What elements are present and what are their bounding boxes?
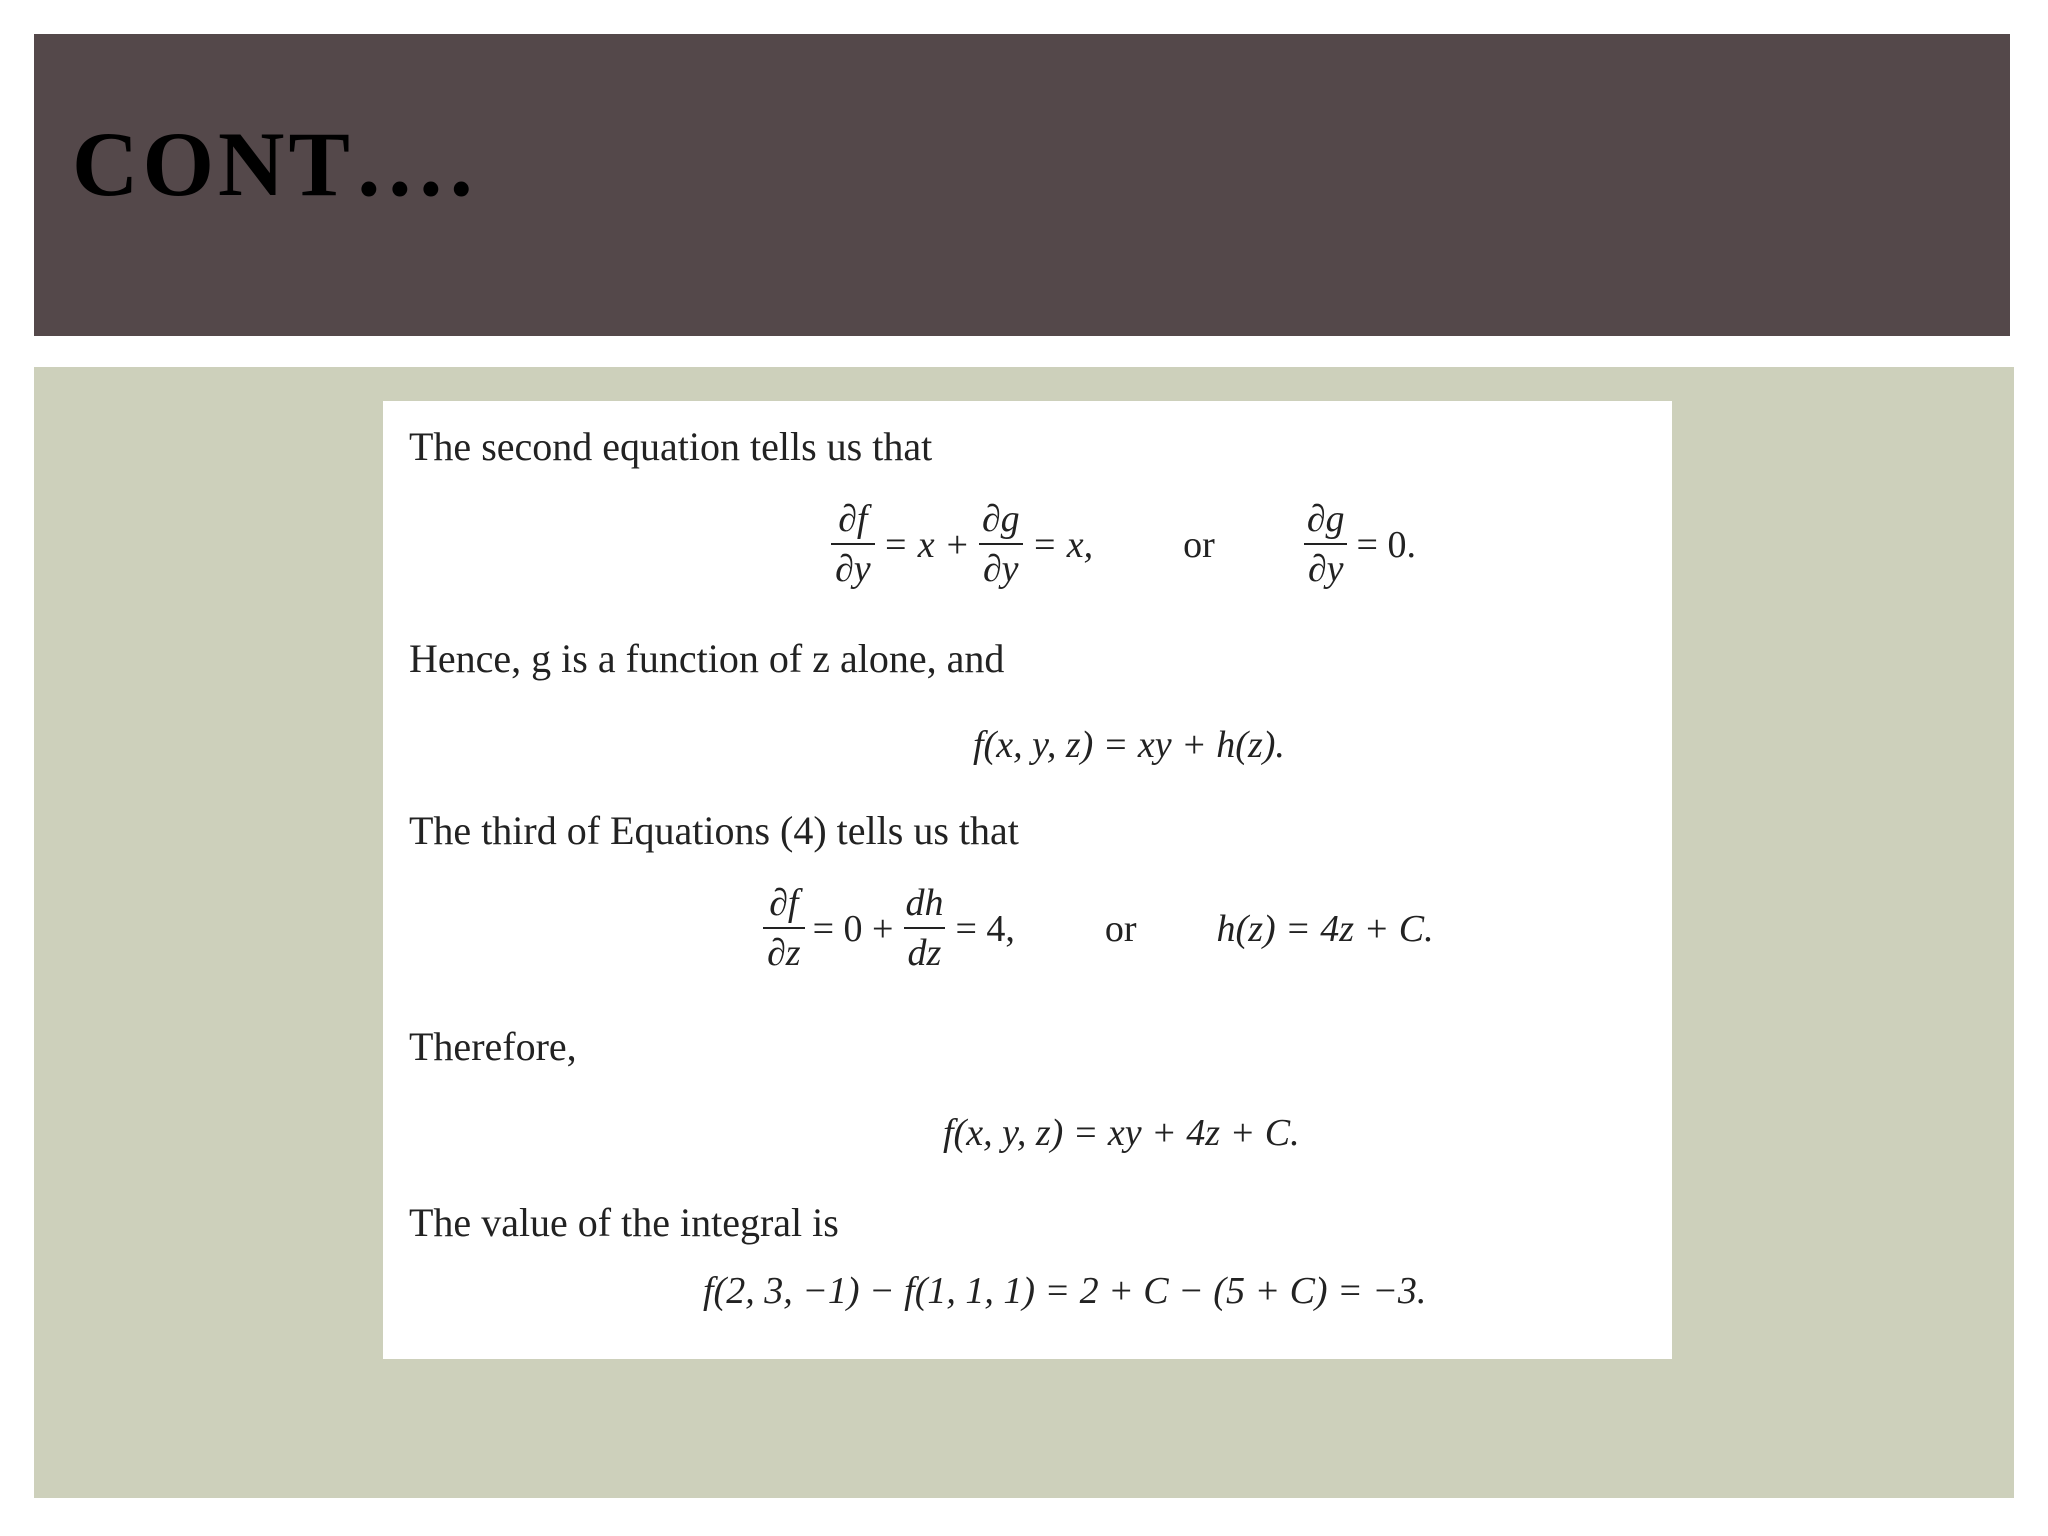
equation-part: = x, bbox=[1031, 523, 1094, 566]
slide-title: CONT…. bbox=[72, 113, 477, 215]
equation-partial-f-y bbox=[823, 499, 1416, 591]
equation-f-xy-4z-c: f(x, y, z) = xy + 4z + C. bbox=[943, 1112, 1300, 1154]
equation-part: = x + bbox=[882, 523, 970, 566]
equation-part: = 4, bbox=[955, 907, 1015, 950]
fraction-dg-dy-2: $\frac{\partial g}{\partial y}$ bbox=[1303, 499, 1349, 591]
paragraph-therefore: Therefore, bbox=[409, 1024, 577, 1069]
paragraph-third-equation: The third of Equations (4) tells us that bbox=[409, 808, 1019, 853]
paragraph-second-equation: The second equation tells us that bbox=[409, 424, 933, 469]
fraction-df-dy: $\frac{\partial f}{\partial y}$ bbox=[831, 499, 875, 591]
equation-f-xy-hz: f(x, y, z) = xy + h(z). bbox=[973, 724, 1285, 766]
equation-part: h(z) = 4z + C. bbox=[1216, 907, 1434, 950]
equation-integral-result: f(2, 3, −1) − f(1, 1, 1) = 2 + C − (5 + C) = −3. bbox=[703, 1270, 1427, 1312]
paragraph-integral-value: The value of the integral is bbox=[409, 1200, 839, 1245]
equation-partial-f-z bbox=[755, 883, 1434, 975]
paragraph-hence: Hence, g is a function of z alone, and bbox=[409, 636, 1005, 681]
math-image bbox=[383, 401, 1672, 1359]
fraction-dg-dy: $\frac{\partial g}{\partial y}$ bbox=[978, 499, 1024, 591]
equation-part: = 0. bbox=[1356, 523, 1416, 566]
fraction-df-dz: $\frac{\partial f}{\partial z}$ bbox=[763, 883, 805, 975]
or-label: or bbox=[1183, 523, 1215, 566]
or-label: or bbox=[1104, 907, 1137, 950]
equation-part: = 0 + bbox=[812, 907, 894, 950]
fraction-dh-dz: $\frac{dh}{dz}$ bbox=[905, 882, 944, 974]
